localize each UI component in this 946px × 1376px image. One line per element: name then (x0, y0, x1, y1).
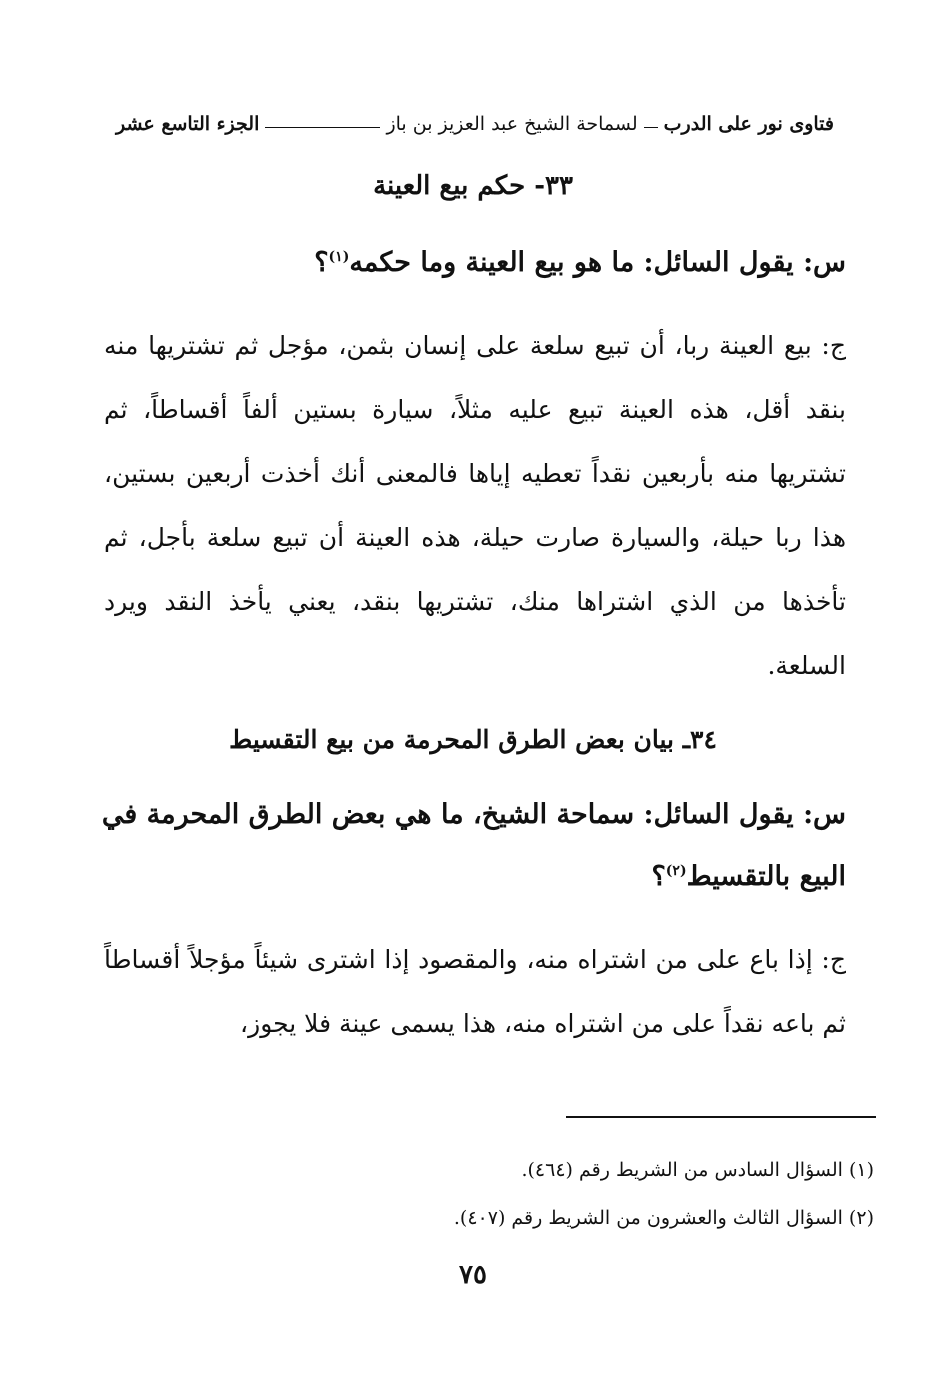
question-mark: ؟ (314, 247, 329, 278)
header-separator (644, 127, 658, 128)
section-33-heading: ٣٣- حكم بيع العينة (373, 171, 573, 201)
question-line-2 (100, 846, 846, 908)
section-34-answer: ج: إذا باع على من اشتراه منه، والمقصود إذا اشترى شيئاً مؤجلاً أقساطاً ثم باعه نقداً على من اشتراه منه، هذا يسمى عينة فلا يجوز، (104, 945, 846, 1038)
section-33-answer: ج: بيع العينة ربا، أن تبيع سلعة على إنسان بثمن، مؤجل ثم تشتريها منه بنقد أقل، هذه العينة تبيع عليه مثلاً، سيارة بستين ألفاً أقساطاً، ثم تشتريها منه بأربعين نقداً تعطيه إياها فالمعنى أنك أخذت أربعين بستين، هذا ربا حيلة، والسيارة صارت حيلة، هذه العينة أن تبيع سلعة بأجل، ثم تأخذها من الذي اشتراها منك، تشتريها بنقد، يعني يأخذ النقد ويرد السلعة. (104, 331, 846, 680)
header-rule (265, 127, 380, 128)
section-34-heading: ٣٤ـ بيان بعض الطرق المحرمة من بيع التقسيط (229, 725, 717, 754)
header-volume: الجزء التاسع عشر (116, 113, 260, 135)
footnote-marker: (١) (328, 249, 350, 265)
header-author: لسماحة الشيخ عبد العزيز بن باز (386, 113, 638, 135)
question-text: س: يقول السائل: ما هو بيع العينة وما حكمه (349, 247, 846, 278)
footnote-item: (٢) السؤال الثالث والعشرون من الشريط رقم (٤٠٧). (453, 1207, 874, 1229)
question-mark: ؟ (651, 861, 666, 892)
header-book-title: فتاوى نور على الدرب (663, 113, 834, 135)
question-line-1: س: يقول السائل: سماحة الشيخ، ما هي بعض الطرق المحرمة في (101, 799, 846, 830)
section-34-question (100, 784, 846, 908)
footnote-divider (566, 1116, 876, 1118)
footnotes (100, 1146, 874, 1242)
footnote-marker: (٢) (665, 863, 687, 879)
section-33-question (100, 232, 846, 294)
running-header (116, 104, 834, 144)
footnote-item: (١) السؤال السادس من الشريط رقم (٤٦٤). (521, 1159, 874, 1181)
page-number: ٧٥ (459, 1260, 487, 1290)
question-text: البيع بالتقسيط (686, 861, 846, 892)
